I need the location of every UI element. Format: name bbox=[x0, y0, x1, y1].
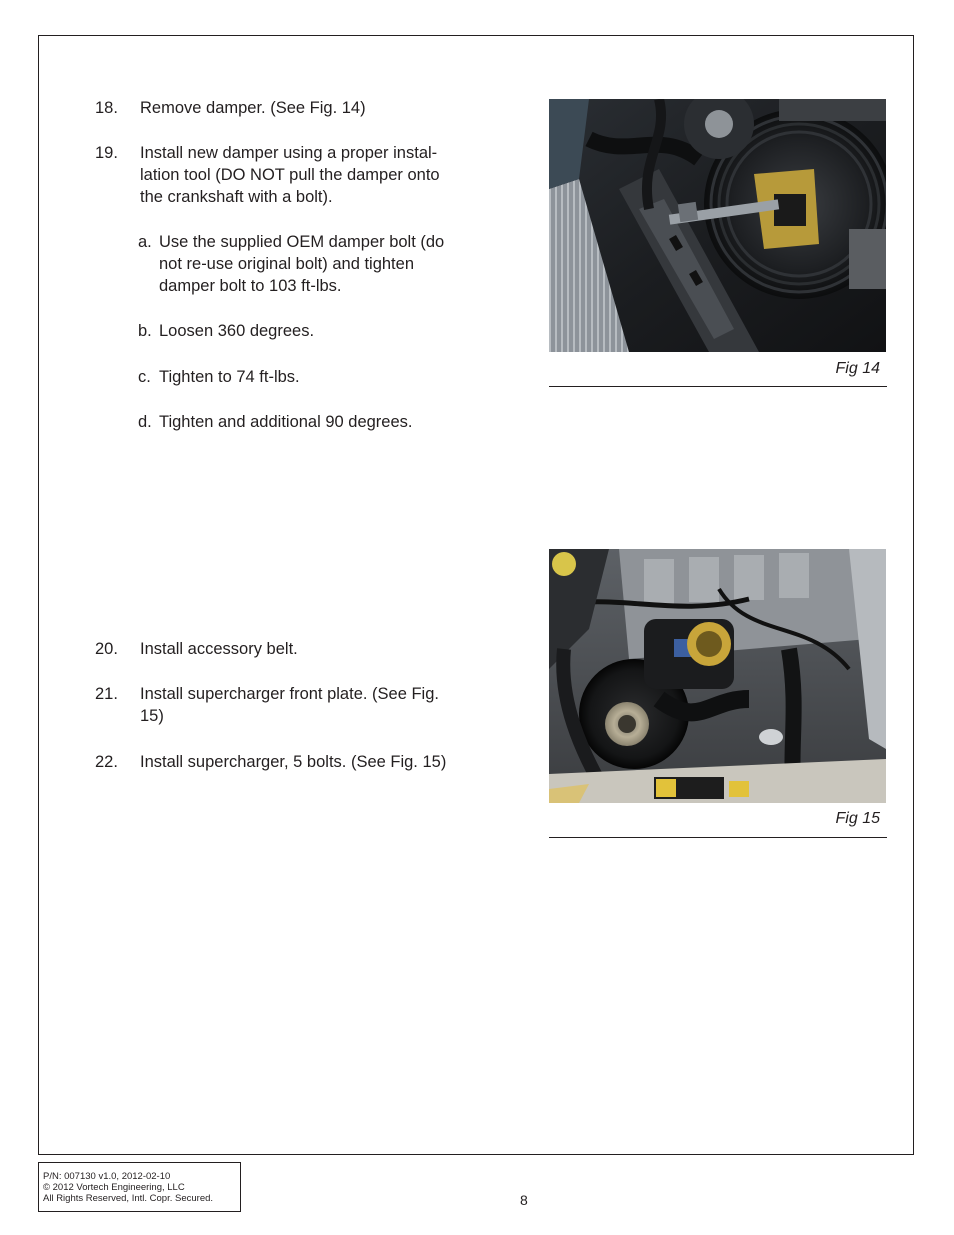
fig-15-rule bbox=[549, 837, 887, 838]
step-number: 21. bbox=[95, 685, 118, 703]
substep-label: c. bbox=[138, 368, 151, 386]
substep-text: Loosen 360 degrees. bbox=[159, 322, 315, 340]
step-text: Install new damper using a proper instal-lation tool (DO NOT pull the damper onto the crankshaft with a bolt). bbox=[140, 144, 440, 206]
fig-14-caption: Fig 14 bbox=[835, 360, 880, 377]
footer-part-number: P/N: 007130 v1.0, 2012-02-10 bbox=[43, 1171, 171, 1182]
substep-text: Use the supplied OEM damper bolt (do not re-use original bolt) and tighten damper bolt to 103 ft-lbs. bbox=[159, 233, 445, 295]
footer-rights: All Rights Reserved, Intl. Copr. Secured. bbox=[43, 1193, 214, 1204]
fig-15-caption: Fig 15 bbox=[835, 810, 880, 827]
step-number: 22. bbox=[95, 753, 118, 771]
step-text: Install accessory belt. bbox=[140, 640, 298, 658]
substep-label: d. bbox=[138, 413, 152, 431]
footer-info-box bbox=[38, 1162, 241, 1212]
footer-copyright: © 2012 Vortech Engineering, LLC bbox=[43, 1182, 185, 1193]
substep-text: Tighten and additional 90 degrees. bbox=[159, 413, 413, 431]
fig-14-photo bbox=[549, 99, 886, 352]
step-text: Remove damper. (See Fig. 14) bbox=[140, 99, 366, 117]
substep-text: Tighten to 74 ft-lbs. bbox=[159, 368, 300, 386]
page-number: 8 bbox=[520, 1192, 528, 1208]
step-number: 18. bbox=[95, 99, 118, 117]
step-number: 19. bbox=[95, 144, 118, 162]
substep-label: b. bbox=[138, 322, 152, 340]
fig-15-photo bbox=[549, 549, 886, 803]
substep-label: a. bbox=[138, 233, 152, 251]
step-text: Install supercharger, 5 bolts. (See Fig. 15) bbox=[140, 753, 447, 771]
step-text: Install supercharger front plate. (See Fig. 15) bbox=[140, 685, 439, 725]
step-number: 20. bbox=[95, 640, 118, 658]
fig-14-rule bbox=[549, 386, 887, 387]
